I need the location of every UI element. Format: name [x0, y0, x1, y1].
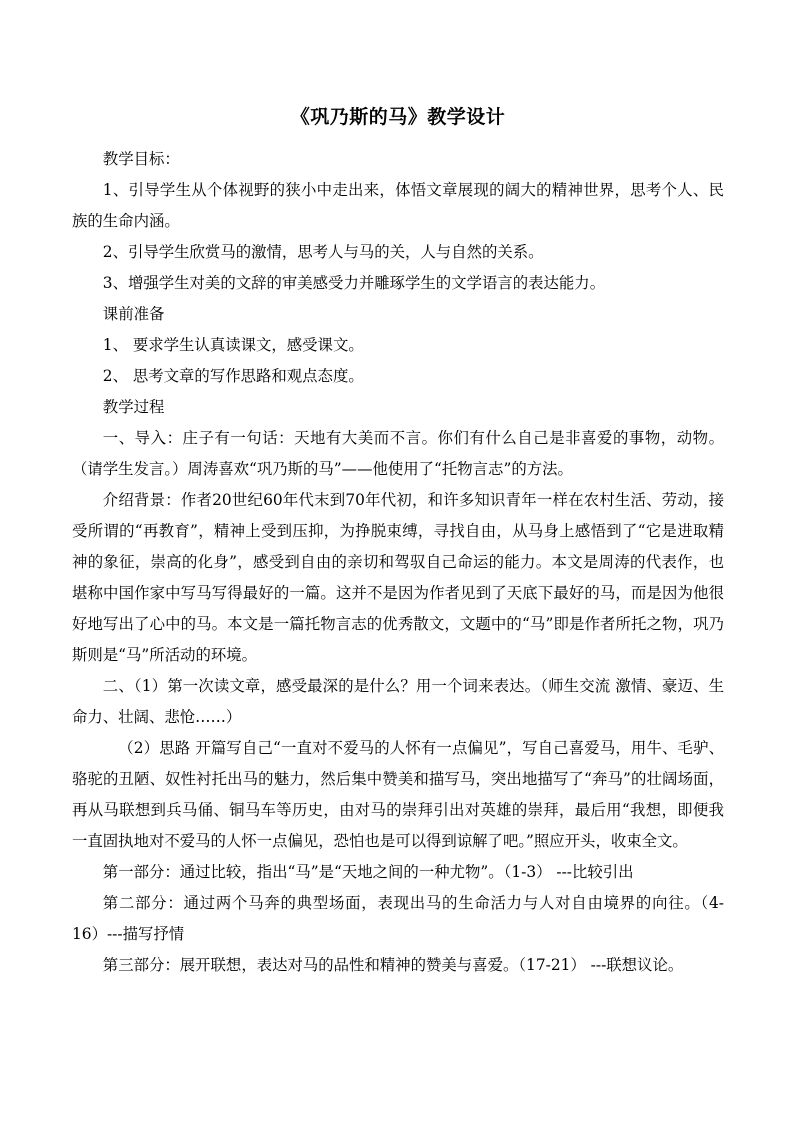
- section-heading-process: 教学过程: [102, 398, 165, 416]
- preparation-item-2: 2、 思考文章的写作思路和观点态度。: [102, 367, 364, 385]
- part-2: 第二部分：通过两个马奔的典型场面，表现出马的生命活力与人对自由境界的向往。（4-16）---描写抒情: [72, 894, 724, 943]
- process-background: 介绍背景：作者20世纪60年代末到70年代初，和许多知识青年一样在农村生活、劳动，接受所谓的“再教育”，精神上受到压抑，为挣脱束缚，寻找自由，从马身上感悟到了“它是进取精神的象征，崇高的化身”，感受到自由的亲切和驾驭自己命运的能力。本文是周涛的代表作，也堪称中国作家中写马写得最好的一篇。这并不是因为作者见到了天底下最好的马，而是因为他很好地写出了心中的马。本文是一篇托物言志的优秀散文，文题中的“马”即是作者所托之物，巩乃斯则是“马”所活动的环境。: [72, 491, 724, 664]
- section-heading-preparation: 课前准备: [102, 305, 165, 323]
- process-step-2-2: （2）思路 开篇写自己“一直对不爱马的人怀有一点偏见”，写自己喜爱马，用牛、毛驴、骆驼的丑陋、奴性衬托出马的魅力，然后集中赞美和描写马，突出地描写了“奔马”的壮阔场面，再从马联想到兵马俑、铜马车等历史，由对马的崇拜引出对英雄的崇拜，最后用“我想，即便我一直固执地对不爱马的人怀一点偏见，恐怕也是可以得到谅解了吧。”照应开头，收束全文。: [72, 739, 724, 850]
- part-3: 第三部分：展开联想，表达对马的品性和精神的赞美与喜爱。（17-21） ---联想议论。: [102, 956, 684, 974]
- document-page: [72, 100, 724, 981]
- section-heading-goals: 教学目标：: [102, 150, 180, 168]
- process-intro: 一、导入：庄子有一句话：天地有大美而不言。你们有什么自己是非喜爱的事物，动物。（请学生发言。）周涛喜欢“巩乃斯的马”——他使用了“托物言志”的方法。: [72, 429, 724, 478]
- process-step-2-1: 二、（1）第一次读文章，感受最深的是什么？用一个词来表达。（师生交流 激情、豪迈、生命力、壮阔、悲怆……）: [72, 677, 724, 726]
- part-1: 第一部分：通过比较，指出“马”是“天地之间的一种尤物”。（1-3） ---比较引出: [102, 863, 634, 881]
- goal-item-1: 1、引导学生从个体视野的狭小中走出来，体悟文章展现的阔大的精神世界，思考个人、民族的生命内涵。: [72, 181, 724, 230]
- goal-item-3: 3、增强学生对美的文辞的审美感受力并雕琢学生的文学语言的表达能力。: [102, 274, 606, 292]
- goal-item-2: 2、引导学生欣赏马的激情，思考人与马的关，人与自然的关系。: [102, 243, 544, 261]
- document-title: 《巩乃斯的马》教学设计: [290, 106, 506, 128]
- preparation-item-1: 1、 要求学生认真读课文，感受课文。: [102, 336, 364, 354]
